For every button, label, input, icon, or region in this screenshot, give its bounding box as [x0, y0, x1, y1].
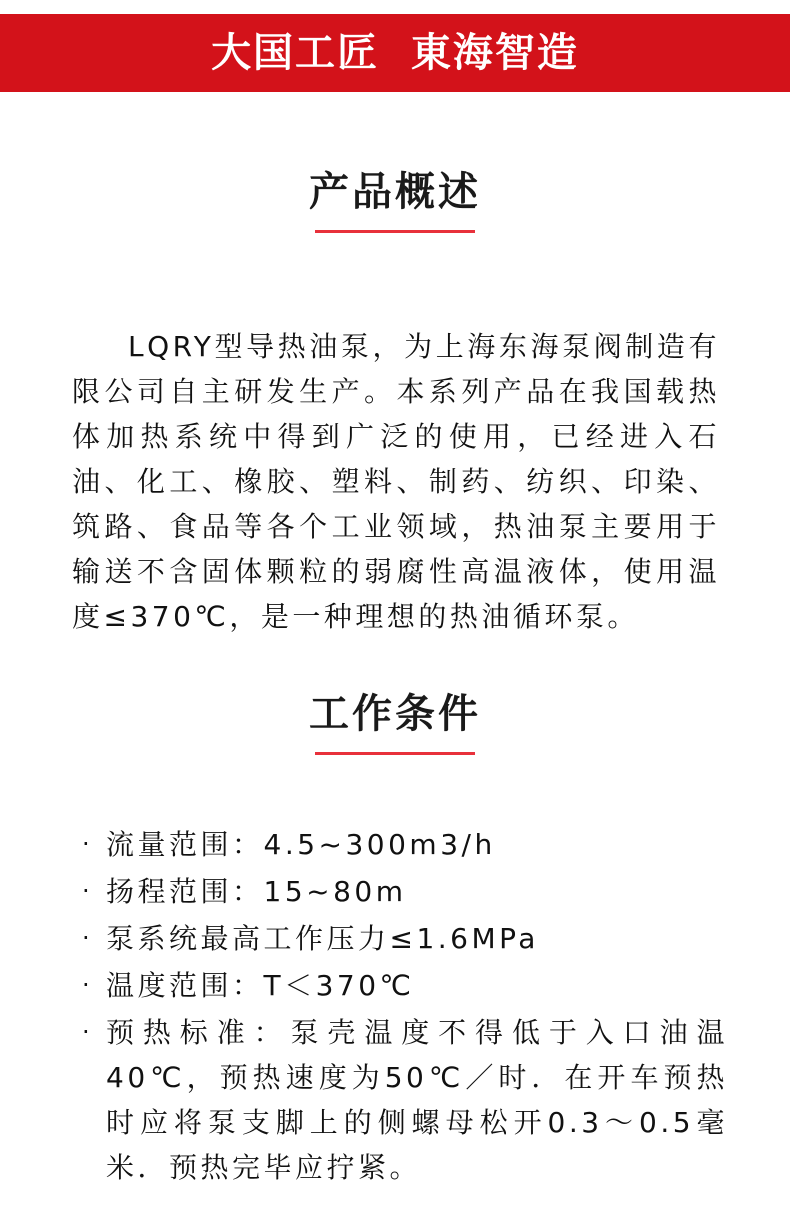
list-item: [78, 963, 728, 1008]
overview-paragraph: LQRY型导热油泵，为上海东海泵阀制造有限公司自主研发生产。本系列产品在我国载热体加热系统中得到广泛的使用，已经进入石油、化工、橡胶、塑料、制药、纺织、印染、筑路、食品等各个工业领域，热油泵主要用于输送不含固体颗粒的弱腐性高温液体，使用温度≤370℃，是一种理想的热油循环泵。: [72, 330, 720, 633]
conditions-heading-text: 工作条件: [309, 691, 481, 737]
overview-heading-text: 产品概述: [309, 169, 481, 215]
bullet-icon: ·: [82, 924, 94, 952]
bullet-icon: ·: [82, 877, 94, 905]
section-conditions-header: [0, 690, 790, 755]
list-item-label: 温度范围：T＜370℃: [106, 969, 415, 1002]
section-overview-header: [0, 168, 790, 233]
bullet-icon: ·: [82, 971, 94, 999]
bullet-icon: ·: [82, 830, 94, 858]
list-item-label: 扬程范围：15~80m: [106, 875, 407, 908]
bullet-icon: ·: [82, 1018, 94, 1046]
conditions-heading: [0, 690, 790, 738]
conditions-heading-underline: [315, 752, 475, 755]
list-item-label: 泵系统最高工作压力≤1.6MPa: [106, 922, 539, 955]
banner-title: 大国工匠 東海智造: [211, 30, 579, 76]
header-banner: [0, 14, 790, 92]
working-conditions-list: [78, 822, 728, 1192]
list-item-label: 流量范围：4.5~300m3/h: [106, 828, 496, 861]
list-item: [78, 916, 728, 961]
list-item: [78, 822, 728, 867]
list-item-label: 预热标准：泵壳温度不得低于入口油温40℃，预热速度为50℃／时．在开车预热时应将泵支脚上的侧螺母松开0.3～0.5毫米．预热完毕应拧紧。: [106, 1016, 728, 1184]
overview-heading: [0, 168, 790, 216]
list-item: [78, 1010, 728, 1190]
overview-heading-underline: [315, 230, 475, 233]
list-item: [78, 869, 728, 914]
